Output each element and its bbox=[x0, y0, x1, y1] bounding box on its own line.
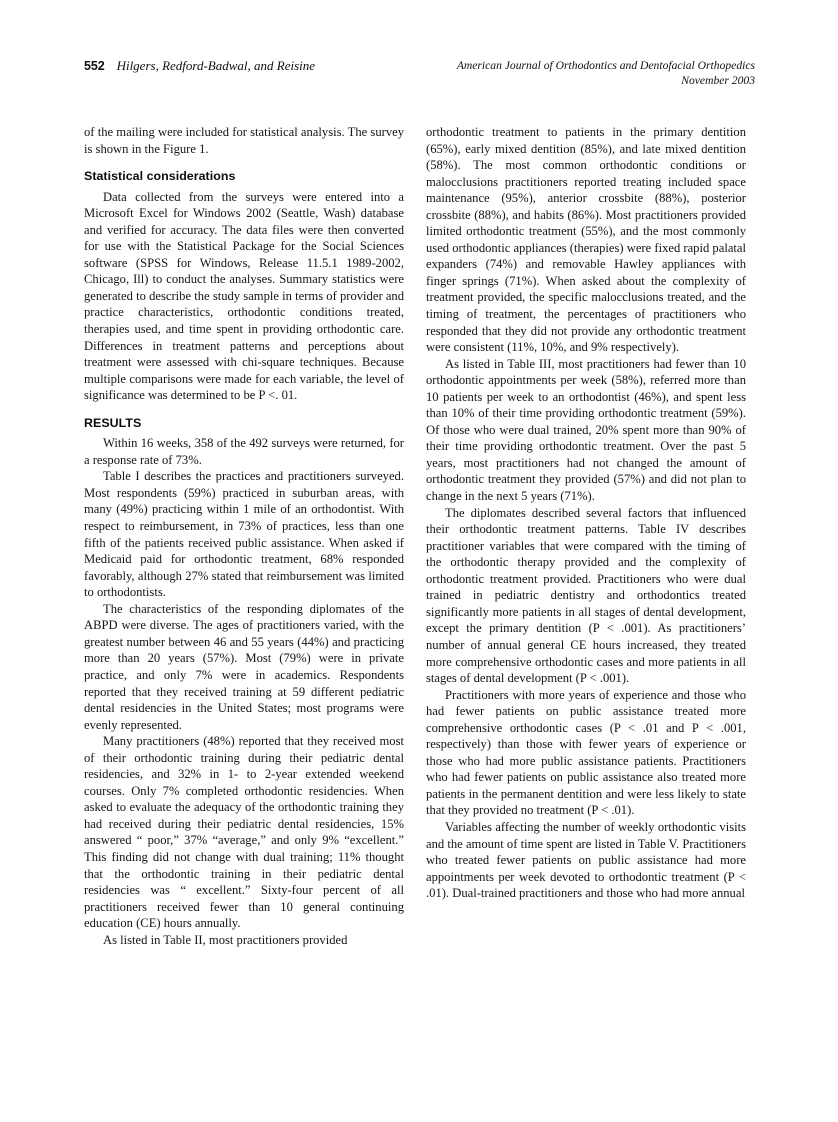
paragraph: Data collected from the surveys were entered into a Microsoft Excel for Windows 2002 (Seattle, Wash) database and verified for accuracy. The data files were then converted for use with the Statistical Package for the Social Sciences software (SPSS for Windows, Release 11.5.1 1989-2002, Chicago, Ill) to conduct the analyses. Summary statistics were generated to describe the study sample in terms of provider and practice characteristics, orthodontic conditions treated, therapies used, and time spent in providing orthodontic care. Differences in treatment patterns and perceptions about treatment were assessed with chi-square techniques. Because multiple comparisons were made for each variable, the level of significance was determined to be P <. 01. bbox=[84, 189, 404, 403]
running-head-left bbox=[84, 58, 315, 74]
running-head-authors: Hilgers, Redford-Badwal, and Reisine bbox=[116, 58, 316, 73]
paragraph: orthodontic treatment to patients in the primary dentition (65%), early mixed dentition (85%), and late mixed dentition (58%). The most common orthodontic conditions or malocclusions practitioners reported treating included space maintenance (95%), anterior crossbite (88%), posterior crossbite (88%), and habits (86%). Most practitioners provided limited orthodontic treatment (55%), and the most commonly used orthodontic appliances (therapies) were fixed rapid palatal expanders (74%) and removable Hawley appliances with finger springs (71%). When asked about the complexity of treatment provided, the specific malocclusions treated, and the timing of treatment, the percentages of practitioners who responded that they did not provide any orthodontic treatment were consistent (11%, 10%, and 9% respectively). bbox=[426, 125, 746, 355]
paragraph: The characteristics of the responding diplomates of the ABPD were diverse. The ages of practitioners varied, with the greatest number between 46 and 55 years (44%) and practicing more than 20 years (57%). Most (79%) were in private practice, and only 7% were in academics. Respondents reported that they received training at 59 different pediatric dental residencies in the United States; most programs were evenly represented. bbox=[84, 601, 404, 732]
paragraph: As listed in Table II, most practitioners provided bbox=[103, 932, 348, 947]
paragraph: Practitioners with more years of experience and those who had fewer patients on public assistance treated more comprehensive orthodontic cases (P < .01 and P < .001, respectively) than those with fewer years of experience or those who had more public assistance patients. Practitioners who had fewer patients on public assistance also treated more patients in the permanent dentition and were less likely to state that they provided no treatment (P < .01). bbox=[426, 687, 746, 818]
section-heading-results: RESULTS bbox=[84, 415, 142, 430]
section-heading-statistical-considerations: Statistical considerations bbox=[84, 169, 236, 184]
journal-title: American Journal of Orthodontics and Dentofacial Orthopedics bbox=[456, 59, 755, 72]
paragraph: The diplomates described several factors that influenced their orthodontic treatment patterns. Table IV describes practitioner variables that were compared with the timing of the orthodontic therapy provided and the complexity of orthodontic treatment provided. Practitioners who were dual trained in pediatric dentistry and orthodontics treated significantly more patients in all stages of dental development, except the primary dentition (P < .001). As practitioners’ number of annual general CE hours increased, they treated more comprehensive orthodontic cases and more patients in all stages of dental development (P < .001). bbox=[426, 505, 746, 686]
page-number: 552 bbox=[84, 59, 105, 73]
right-column bbox=[426, 124, 746, 1054]
running-head bbox=[84, 58, 755, 100]
issue-date: November 2003 bbox=[681, 74, 755, 88]
paragraph: Many practitioners (48%) reported that they received most of their orthodontic training during their pediatric dental residencies, and 32% in 1- to 2-year extended weekend courses. Only 7% completed orthodontic residencies. When asked to evaluate the adequacy of the orthodontic training they had received during their pediatric dental residencies, 15% answered “ poor,” 37% “average,” and only 9% “excellent.” This finding did not change with dual training; 11% thought that the orthodontic training in their pediatric dental residencies was “ excellent.” Sixty-four percent of all practitioners received fewer than 10 general continuing education (CE) hours annually. bbox=[84, 734, 404, 931]
paragraph: Variables affecting the number of weekly orthodontic visits and the amount of time spent are listed in Table V. Practitioners who treated fewer patients on public assistance had more appointments per week devoted to orthodontic treatment (P < .01). Dual-trained practitioners and those who had more annual bbox=[426, 819, 746, 901]
running-head-right bbox=[457, 58, 755, 89]
body-columns bbox=[84, 124, 756, 1054]
paragraph: Table I describes the practices and practitioners surveyed. Most respondents (59%) practiced in suburban areas, with many (49%) practicing within 1 mile of an orthodontist. With respect to reimbursement, in 73% of practices, less than one fifth of the patients received public assistance. When asked if Medicaid paid for orthodontic treatment, 68% responded favorably, although 27% stated that reimbursement was limited to orthodontists. bbox=[84, 469, 404, 600]
paragraph: As listed in Table III, most practitioners had fewer than 10 orthodontic appointments per week (58%), referred more than 10 patients per week to an orthodontist (46%), and spent less than 10% of their time providing orthodontic treatment (59%). Of those who were dual trained, 20% spent more than 90% of their time providing orthodontic treatment. Over the past 5 years, most practitioners had not changed the amount of orthodontic treatment they provided (57%) and did not plan to change in the next 5 years (71%). bbox=[426, 356, 746, 504]
paragraph: of the mailing were included for statistical analysis. The survey is shown in the Figure 1. bbox=[84, 125, 404, 156]
left-column bbox=[84, 124, 404, 1054]
paragraph: Within 16 weeks, 358 of the 492 surveys were returned, for a response rate of 73%. bbox=[84, 436, 404, 467]
